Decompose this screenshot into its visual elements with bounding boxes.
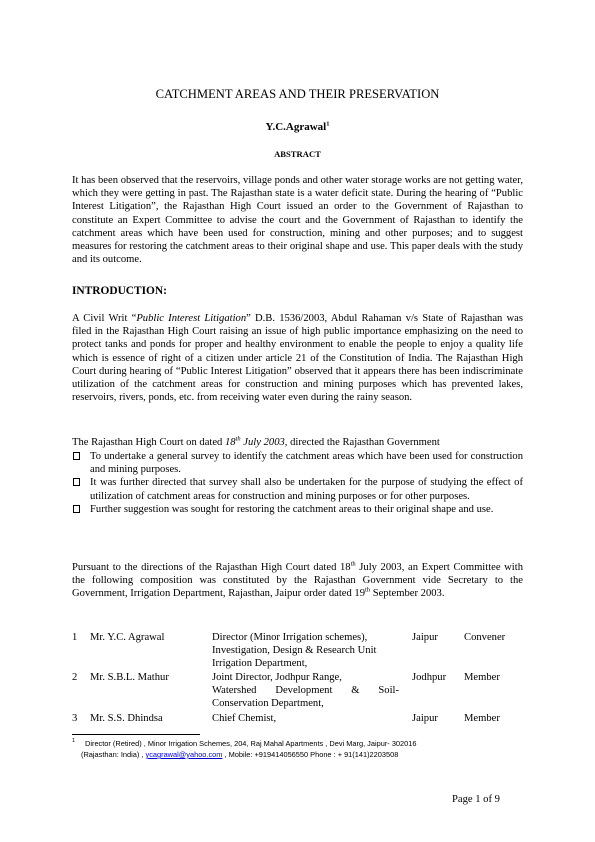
intro-text-rest: ” D.B. 1536/2003, Abdul Rahaman v/s State of Rajasthan was filed in the Rajasthan High Court raising an issue of high public importance emphasizing on the need to protect tanks and ponds for proper and healthy environment to enable the people to enjoy a quality life which is essence of right of a citizen under article 21 of the Constitution of India. The Rajasthan High Court during hearing of “Public Interest Litigation” observed that it appears there has been indiscriminate utilization of the catchment areas for construction and mining purposes which has prevented lakes, reservoirs, rivers, ponds, etc. from receiving water even during the rainy season.	[72, 313, 524, 404]
abstract-paragraph: It has been observed that the reservoirs, village ponds and other water storage works are not getting water, which they were getting in past. The Rajasthan state is a water deficit state. During the hearing of “Public Interest Litigation”, the Rajasthan High Court issued an order to the Government of Rajasthan to constitute an Expert Committee to advise the court and the Government of Rajasthan to identify the catchment areas which have been used for construction, mining and other purposes; and to suggest measures for restoring the catchment areas to their original shape and use. This paper deals with the study and its outcome.	[72, 175, 523, 266]
hc-text-start: The Rajasthan High Court on dated	[72, 437, 225, 448]
hc-text-rest: , directed the Rajasthan Government	[284, 437, 440, 448]
member-role: Director (Minor Irrigation schemes), Investigation, Design & Research Unit Irrigation Department,	[212, 632, 377, 670]
member-name: Mr. Y.C. Agrawal	[90, 632, 165, 643]
paper-title: CATCHMENT AREAS AND THEIR PRESERVATION	[155, 87, 440, 101]
footnote-contact: (Rajasthan: India) , ycagrawal@yahoo.com , Mobile: +919414056550 Phone : + 91(141)2203508	[81, 750, 399, 759]
table-row	[72, 631, 523, 671]
member-position: Member	[464, 672, 500, 683]
author-line	[72, 121, 523, 134]
footnote-divider	[72, 734, 200, 735]
list-item: It was further directed that survey shall also be undertaken for the purpose of studying the effect of utilization of catchment areas for construction and mining purposes or for other purposes.	[72, 476, 523, 502]
member-place: Jodhpur	[412, 672, 447, 683]
list-item: To undertake a general survey to identify the catchment areas which have been used for construction and mining purposes.	[72, 450, 523, 476]
member-number: 3	[72, 713, 78, 724]
member-role: Joint Director, Jodhpur Range, Watershed Development & Soil- Conservation Department,	[212, 672, 399, 710]
member-number: 2	[72, 672, 78, 683]
member-name: Mr. S.B.L. Mathur	[90, 672, 169, 683]
introduction-paragraph	[72, 312, 523, 404]
directive-list	[72, 450, 523, 516]
square-bullet-icon	[73, 505, 80, 513]
table-row	[72, 671, 523, 712]
abstract-heading: ABSTRACT	[274, 149, 321, 159]
high-court-paragraph	[72, 436, 523, 449]
footnote-mark: 1	[72, 738, 76, 744]
email-link[interactable]: ycagrawal@yahoo.com	[145, 750, 223, 759]
author-footnote-mark: 1	[326, 120, 330, 128]
hc-date: 18th July 2003	[225, 435, 285, 448]
member-place: Jaipur	[412, 713, 438, 724]
intro-text-start: A Civil Writ “	[72, 313, 137, 324]
page-number: Page 1 of 9	[452, 794, 500, 805]
pursuant-paragraph: Pursuant to the directions of the Rajasthan High Court dated 18th July 2003, an Expert Committee with the following composition was constituted by the Rajasthan Government vide Secretary to the Government, Irrigation Department, Rajasthan, Jaipur order dated 19th September 2003.	[72, 560, 523, 600]
member-place: Jaipur	[412, 632, 438, 643]
member-position: Member	[464, 713, 500, 724]
introduction-heading: INTRODUCTION:	[72, 285, 167, 297]
footnote-address: Director (Retired) , Minor Irrigation Schemes, 204, Raj Mahal Apartments , Devi Marg, Jaipur- 302016	[85, 739, 417, 748]
member-name: Mr. S.S. Dhindsa	[90, 713, 163, 724]
intro-italic-term: Public Interest Litigation	[136, 313, 247, 324]
table-row	[72, 712, 523, 726]
member-position: Convener	[464, 632, 506, 643]
square-bullet-icon	[73, 452, 80, 460]
square-bullet-icon	[73, 478, 80, 486]
list-item: Further suggestion was sought for restoring the catchment areas to their original shape and use.	[72, 503, 523, 516]
committee-table	[72, 631, 523, 726]
member-number: 1	[72, 632, 78, 643]
author-name: Y.C.Agrawal	[265, 121, 327, 133]
member-role: Chief Chemist,	[212, 713, 277, 724]
